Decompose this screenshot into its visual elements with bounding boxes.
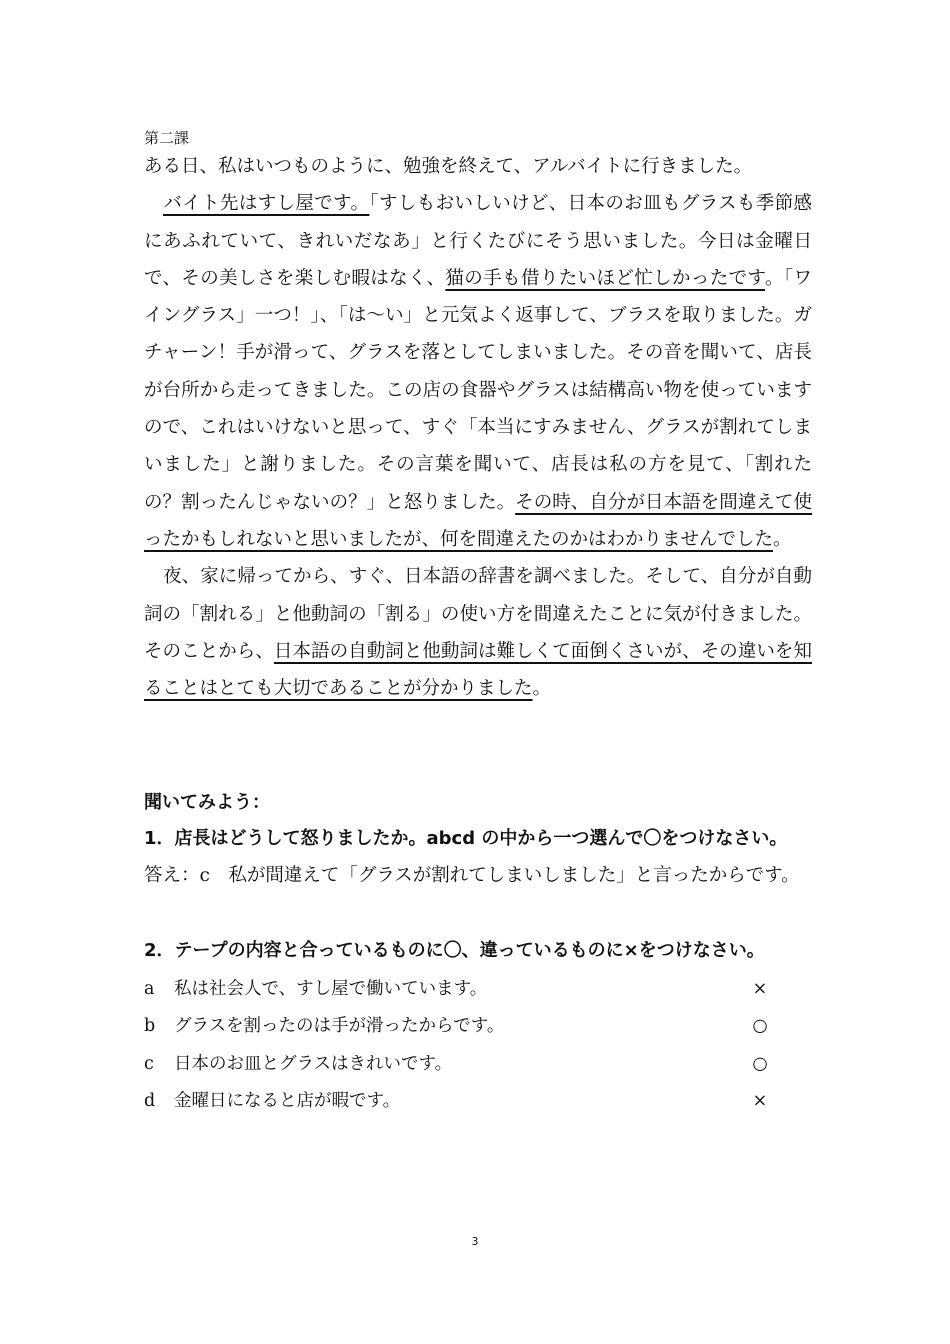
choice-row <box>144 1052 784 1076</box>
passage-paragraph-2 <box>144 185 812 558</box>
choice-row <box>144 1089 784 1113</box>
choice-mark: ○ <box>752 1054 768 1074</box>
choice-letter: a <box>144 979 155 999</box>
passage-p2-text-c: 。 <box>773 528 792 550</box>
choice-letter: c <box>144 1054 154 1074</box>
question-1-text: 1．店長はどうして怒りましたか。abcd の中から一つ選んで〇をつけなさい。 <box>144 828 788 849</box>
choice-text: 日本のお皿とグラスはきれいです。 <box>174 1054 453 1074</box>
choice-mark: × <box>752 1091 768 1111</box>
passage-paragraph-3 <box>144 558 812 707</box>
choice-row <box>144 977 784 1001</box>
lesson-title: 第二課 <box>144 129 190 147</box>
underlined-phrase-1: バイト先はすし屋です。 <box>163 193 370 215</box>
passage-p3-text-b: 。 <box>532 678 552 700</box>
choice-row <box>144 1014 784 1038</box>
choice-mark: × <box>752 979 768 999</box>
choice-letter: d <box>144 1091 156 1111</box>
choice-text: 金曜日になると店が暇です。 <box>174 1091 401 1111</box>
page-number: 3 <box>471 1235 479 1248</box>
listening-heading: 聞いてみよう： <box>144 792 270 813</box>
passage-p3-text-a: 夜、家に帰ってから、すぐ、日本語の辞書を調べました。そして、自分が自動詞の「割れる」と他動詞の「割る」の使い方を間違えたことに気が付きました。そのことから、 <box>144 566 812 662</box>
choice-letter: b <box>144 1016 156 1036</box>
passage-p2-text-b: 。「ワイングラス」一つ！」、「は～い」と元気よく返事して、ブラスを取りました。ガチャーン！手が滑って、グラスを落としてしまいました。その音を聞いて、店長が台所から走ってきました。この店の食器やグラスは結構高い物を使っていますので、これはいけないと思って、すぐ「本当にすみません、グラスが割れてしまいました」と謝りました。その言葉を聞いて、店長は私の方を見て、「割れたの？割ったんじゃないの？」と怒りました。 <box>144 267 812 513</box>
question-1 <box>144 827 824 851</box>
underlined-phrase-4: 日本語の自動詞と他動詞は難しくて面倒くさいが、その違いを知ることはとても大切であることが分かりました <box>144 640 812 700</box>
choice-text: 私は社会人で、すし屋で働いています。 <box>174 979 488 999</box>
passage <box>144 148 812 707</box>
choice-mark: ○ <box>752 1016 768 1036</box>
listening-section <box>144 791 824 815</box>
passage-paragraph-1 <box>144 148 812 185</box>
underlined-phrase-3: その時、自分が日本語を間違えて使ったかもしれないと思いましたが、何を間違えたのかはわかりませんでした <box>144 491 812 550</box>
passage-p1-text: ある日、私はいつものように、勉強を終えて、アルバイトに行きました。 <box>144 156 753 177</box>
question-1-answer <box>144 864 824 888</box>
passage-p2-text-a: 「すしもおいしいけど、日本のお皿もグラスも季節感にあふれていて、きれいだなあ」と行くたびにそう思いました。今日は金曜日で、その美しさを楽しむ暇はなく、 <box>144 193 812 289</box>
choice-text: グラスを割ったのは手が滑ったからです。 <box>174 1016 505 1036</box>
question-2-text: 2．テープの内容と合っているものに〇、違っているものに×をつけなさい。 <box>144 940 765 961</box>
question-2 <box>144 939 824 963</box>
answer-text: 答え：c 私が間違えて「グラスが割れてしまいしました」と言ったからです。 <box>144 865 800 886</box>
underlined-phrase-2: 猫の手も借りたいほど忙しかったです <box>445 267 765 289</box>
